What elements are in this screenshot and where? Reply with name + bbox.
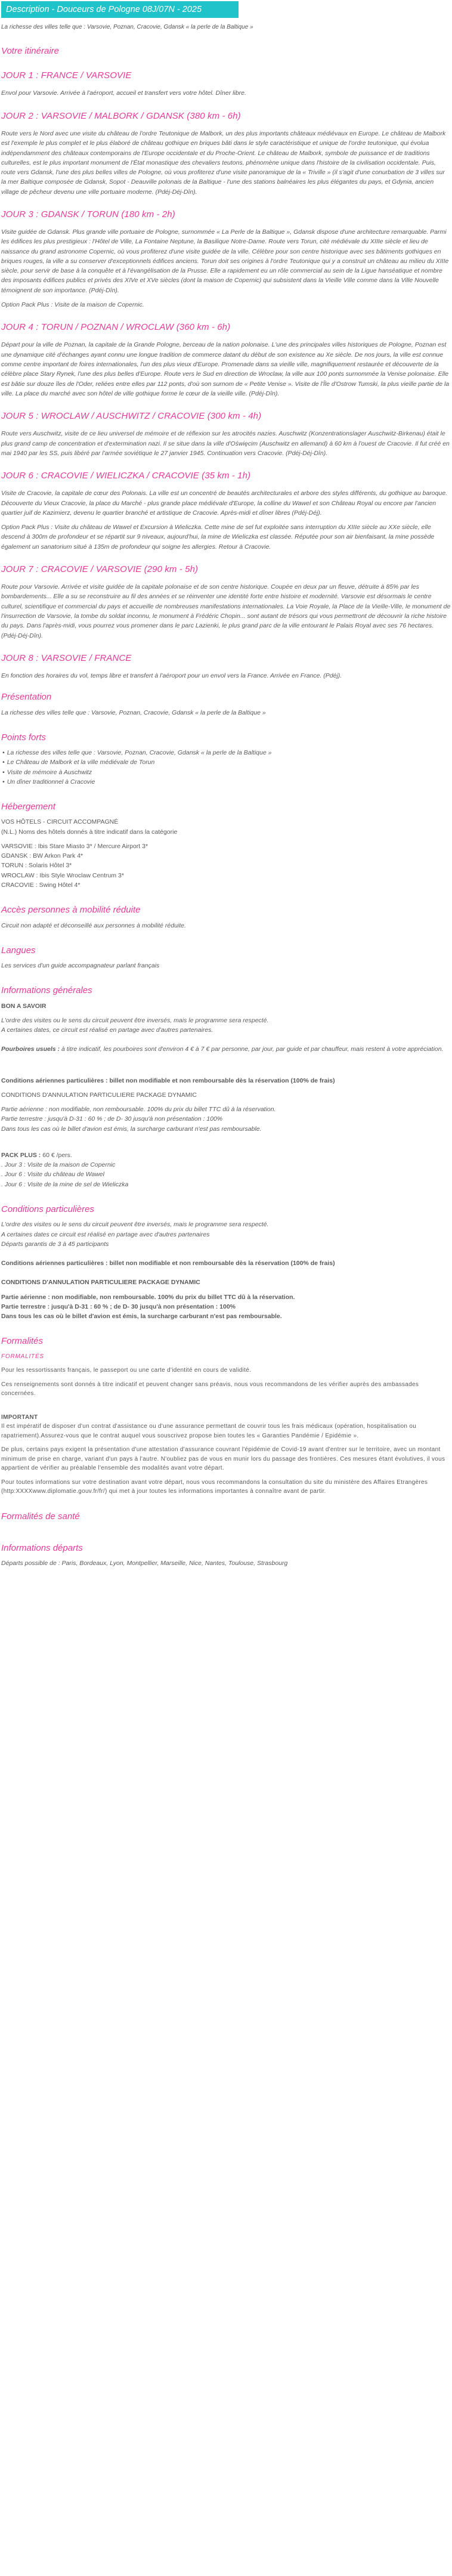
special-condition-line: Départs garantis de 3 à 45 participants	[1, 1240, 109, 1248]
day-text: Route vers Auschwitz, visite de ce lieu universel de mémoire et de réflexion sur les atrocités nazies. Auschwitz (Konzentrationslager Auschwitz-Birkenau) était le plus grand camp de concentration et d'extermination nazi. Il se situe dans la ville d'Oświęcim (Auschwitz en allemand) à 60 km à l'ouest de Cracovie. Il fut créé en mai 1940 par les SS, puis libéré par l'armée soviétique le 27 janvier 1945. Continuation vers Cracovie. (Pdéj-Déj-Dîn).	[1, 430, 450, 457]
special-condition-line: L'ordre des visites ou le sens du circuit peuvent être inversés, mais le programme sera respecté.	[1, 1221, 269, 1229]
accessibility-section	[1, 903, 451, 930]
cancellation-heading: CONDITIONS D'ANNULATION PARTICULIERE PACKAGE DYNAMIC	[1, 1091, 197, 1099]
languages-text: Les services d'un guide accompagnateur parlant français	[1, 962, 160, 970]
day-option: Option Pack Plus : Visite du château de Wawel et Excursion à Wieliczka. Cette mine de sel fut exploitée sans interruption du XIIIe siècle au XXe siècle, elle descend à 300m de profondeur et se répartit sur 9 niveaux, aujourd'hui, la mine de Wieliczka est classée. Réputée pour son air bienfaisant, la mine possède également un sanatorium situé à 135m de profondeur qui soigne les allergies. Retour à Cracovie.	[1, 524, 435, 551]
formalities-text: De plus, certains pays exigent la présentation d'une attestation d'assurance couvrant l'épidémie de Covid-19 avant d'entrer sur le territoire, avec un montant minimum de prise en charge, variant d'un pays à l'autre. N'oubliez pas de vous en munir lors du passage des frontières. Ces mesures étant évolutives, il vous appartient de vérifier au préalable l'ensemble des modalités avant votre départ.	[1, 1446, 445, 1472]
presentation-heading: Présentation	[1, 692, 52, 703]
hotel-list	[1, 842, 451, 890]
tips-label: Pourboires usuels :	[1, 1046, 60, 1053]
day-heading: JOUR 4 : TORUN / POZNAN / WROCLAW (360 km - 6h)	[1, 322, 231, 333]
health-formalities-section	[1, 1510, 451, 1523]
important-label: IMPORTANT	[1, 1414, 38, 1421]
day-6	[1, 469, 451, 552]
formalities-text: Il est impératif de disposer d'un contrat d'assistance ou d'une assurance permettant de couvrir tous les frais médicaux (opération, hospitalisation ou rapatriement).Assurez-vous que le contrat auquel vous souscrivez propose bien toutes les « Garanties Pandémie / Epidémie ».	[1, 1423, 417, 1439]
formalities-text: Ces renseignements sont donnés à titre indicatif et peuvent changer sans préavis, nous vous recommandons de les vérifier auprès des ambassades concernées.	[1, 1381, 419, 1397]
formalities-heading: Formalités	[1, 1336, 44, 1347]
hotel-line: GDANSK : BW Arkon Park 4*	[1, 852, 83, 860]
pack-plus	[1, 1151, 451, 1160]
cancellation-lines	[1, 1292, 451, 1322]
cancellation-line: Partie terrestre : jusqu'à D-31 : 60 % ; de D- 30 jusqu'à non présentation : 100%	[1, 1115, 223, 1123]
presentation-text: La richesse des villes telle que : Varsovie, Poznan, Cracovie, Gdansk « la perle de la Baltique »	[1, 709, 266, 716]
accommodation-top	[1, 817, 451, 837]
highlight-item: • La richesse des villes telle que : Varsovie, Poznan, Cracovie, Gdansk « la perle de la Baltique »	[2, 748, 451, 757]
day-3	[1, 208, 451, 310]
special-conditions-heading: Conditions particulières	[1, 1204, 94, 1214]
cancellation-line: Partie aérienne : non modifiable, non remboursable. 100% du prix du billet TTC dû à la réservation.	[1, 1293, 295, 1301]
day-heading: JOUR 1 : FRANCE / VARSOVIE	[1, 70, 132, 81]
day-text: Visite de Cracovie, la capitale de cœur des Polonais. La ville est un concentré de beautés architecturales et arbore des styles différents, du gothique au baroque. Découverte du Vieux Cracovie, la place du Marché - plus grande place médiévale d'Europe, la colline du Wawel et son Château Royal ou encore par l'ancien quartier juif de Kazimierz, devenu le quartier branché et artistique de Cracovie. Après-midi et dîner libres (Pdéj-Déj).	[1, 490, 448, 517]
day-heading: JOUR 6 : CRACOVIE / WIELICZKA / CRACOVIE (35 km - 1h)	[1, 471, 251, 481]
intro-text: La richesse des villes telle que : Varsovie, Poznan, Cracovie, Gdansk « la perle de la Baltique »	[1, 24, 253, 31]
day-2	[1, 109, 451, 197]
special-conditions-lines	[1, 1220, 451, 1249]
pack-plus-list	[1, 1160, 451, 1189]
departures-heading: Informations départs	[1, 1542, 83, 1553]
highlights-list	[1, 748, 451, 787]
itinerary-heading: Votre itinéraire	[1, 45, 59, 56]
accommodation-line: (N.L.) Noms des hôtels donnés à titre indicatif dans la catégorie	[1, 828, 178, 836]
day-text: En fonction des horaires du vol, temps libre et transfert à l'aéroport pour un envol vers la France. Arrivée en France. (Pdéj).	[1, 672, 342, 680]
presentation-section	[1, 690, 451, 718]
formalities-subheading: FORMALITÉS	[1, 1353, 44, 1360]
hotel-line: WROCLAW : Ibis Style Wroclaw Centrum 3*	[1, 871, 124, 879]
day-option: Option Pack Plus : Visite de la maison de Copernic.	[1, 301, 144, 308]
day-4	[1, 320, 451, 398]
day-text: Visite guidée de Gdansk. Plus grande ville portuaire de Pologne, surnommée « La Perle de la Baltique », Gdansk dispose d'une architecture remarquable. Parmi les édifices les plus prestigieux : l'Hôtel de Ville, La Fontaine Neptune, la Basilique Notre-Dame. Route vers Torun, cité médiévale du XIIIe siècle et lieu de naissance du grand astronome Copernic, où vous profiterez d'une visite guidée de la ville. Célèbre pour son centre historique avec ses bâtiments gothiques en briques rouges, la ville a su conserver d'exceptionnels édifices anciens. Torun doit ses origines à l'ordre Teutonique qui y a construit un château au milieu du XIIIe siècle, pour servir de base à la conquête et à l'évangélisation de la Prusse. Elle a rapidement eu un rôle commercial au sein de la Ligue hanséatique et nombre des imposants édifices publics et privés des XIVe et XVe siècles (dont la maison de Copernic) qui subsistent dans la Vieille Ville comme dans la Ville Nouvelle témoignent de son importance. (Pdéj-Dîn).	[1, 228, 449, 294]
info-text: L'ordre des visites ou le sens du circuit peuvent être inversés, mais le programme sera respecté.	[1, 1016, 269, 1024]
tips-text	[1, 1044, 451, 1054]
day-heading: JOUR 5 : WROCLAW / AUSCHWITZ / CRACOVIE (300 km - 4h)	[1, 411, 262, 422]
page-title: Description - Douceurs de Pologne 08J/07N - 2025	[1, 1, 239, 18]
highlight-item: • Visite de mémoire à Auschwitz	[2, 768, 451, 777]
pack-plus-item: . Jour 6 : Visite du château de Wawel	[1, 1171, 104, 1179]
accessibility-heading: Accès personnes à mobilité réduite	[1, 905, 141, 916]
day-8	[1, 651, 451, 681]
hotel-line: TORUN : Solaris Hôtel 3*	[1, 862, 72, 870]
pack-plus-price: 60 € /pers.	[42, 1151, 72, 1159]
accommodation-line: VOS HÔTELS - CIRCUIT ACCOMPAGNÉ	[1, 818, 119, 826]
day-5	[1, 409, 451, 458]
day-text: Route vers le Nord avec une visite du château de l'ordre Teutonique de Malbork, un des plus importants châteaux médiévaux en Europe. Le château de Malbork est l'exemple le plus complet et le plus élaboré de château gothique en briques bâti dans le style caractéristique et unique de l'ordre teutonique, qui évolua indépendamment des châteaux contemporains de l'Europe occidentale et du Proche-Orient. Le château de Malbork, symbole de puissance et de traditions culturelles, est le plus important monument de l'État monastique des chevaliers teutons, phénomène unique dans l'histoire de la civilisation occidentale. Puis, route vers Gdansk, l'une des plus belles villes de Pologne, où vous profiterez d'une visite panoramique de la « Triville » (il s'agit d'une conurbation de 3 villes sur la mer Baltique composée de Gdansk, Sopot - Deauville polonais de la Baltique - l'une des stations balnéaires les plus élégantes du pays, et Gdynia, ancien village de pêcheur devenu une ville portuaire moderne. (Pdéj-Déj-Dîn).	[1, 129, 446, 196]
cancellation-line: Partie terrestre : jusqu'à D-31 : 60 % ; de D- 30 jusqu'à non présentation : 100%	[1, 1303, 236, 1310]
cancellation-line: Dans tous les cas où le billet d'avion est émis, la surcharge carburant n'est pas remboursable.	[1, 1125, 262, 1133]
accessibility-text: Circuit non adapté et déconseillé aux personnes à mobilité réduite.	[1, 921, 186, 929]
highlights-heading: Points forts	[1, 732, 47, 743]
hotel-line: CRACOVIE : Swing Hôtel 4*	[1, 881, 81, 889]
pack-plus-item: . Jour 3 : Visite de la maison de Copernic	[1, 1161, 116, 1169]
day-text: Route pour Varsovie. Arrivée et visite guidée de la capitale polonaise et de son centre historique. Coupée en deux par un fleuve, détruite à 85% par les bombardements... Elle a su se reconstruire au fil des années et se réinventer une identité forte entre histoire et modernité. Varsovie est désormais le centre culturel, scientifique et commercial du pays et accueille de nombreuses manifestations internationales. La Voie Royale, la Place de la Vieille-Ville, le monument de l'insurrection de Varsovie, la tombe du soldat inconnu, le monument à Frédéric Chopin... sont autant de trésors qui vous permettront de découvrir la riche histoire du pays. Dans l'après-midi, vous pourrez vous promener dans le parc Lazienki, le plus grand parc de la ville entourant le Palais Royal avec ses 76 hectares. (Pdéj-Déj-Dîn).	[1, 583, 451, 639]
highlight-item: • Un dîner traditionnel à Cracovie	[2, 777, 451, 787]
departures-section	[1, 1541, 451, 1569]
formalities-section	[1, 1334, 451, 1496]
day-heading: JOUR 2 : VARSOVIE / MALBORK / GDANSK (380 km - 6h)	[1, 110, 241, 121]
languages-section	[1, 944, 451, 971]
airline-conditions: Conditions aériennes particulières : billet non modifiable et non remboursable dès la réservation (100% de frais)	[1, 1260, 335, 1267]
day-1	[1, 69, 451, 98]
health-formalities-heading: Formalités de santé	[1, 1511, 80, 1522]
cancellation-line: Dans tous les cas où le billet d'avion est émis, la surcharge carburant n'est pas remboursable.	[1, 1313, 282, 1321]
accommodation-section	[1, 800, 451, 890]
pack-plus-label: PACK PLUS :	[1, 1151, 41, 1159]
languages-heading: Langues	[1, 945, 36, 955]
general-info-heading: Informations générales	[1, 985, 92, 996]
good-to-know-label: BON A SAVOIR	[1, 1002, 47, 1010]
day-7	[1, 562, 451, 641]
cancellation-line: Partie aérienne : non modifiable, non remboursable. 100% du prix du billet TTC dû à la réservation.	[1, 1106, 276, 1114]
hotel-line: VARSOVIE : Ibis Stare Miasto 3* / Mercure Airport 3*	[1, 842, 148, 850]
departures-text: Départs possible de : Paris, Bordeaux, Lyon, Montpellier, Marseille, Nice, Nantes, Toulouse, Strasbourg	[1, 1560, 288, 1567]
info-text: A certaines dates, ce circuit est réalisé en partage avec d'autres partenaires.	[1, 1026, 213, 1034]
highlight-item: • Le Château de Malbork et la ville médiévale de Torun	[2, 757, 451, 767]
accommodation-heading: Hébergement	[1, 802, 55, 812]
tips-value: à titre indicatif, les pourboires sont d'environ 4 € à 7 € par personne, par jour, par guide et par chauffeur, mais restent à votre appréciation.	[61, 1046, 444, 1053]
special-condition-line: A certaines dates ce circuit est réalisé en partage avec d'autres partenaires	[1, 1230, 210, 1238]
cancellation-heading: CONDITIONS D'ANNULATION PARTICULIERE PACKAGE DYNAMIC	[1, 1279, 200, 1287]
day-text: Envol pour Varsovie. Arrivée à l'aéroport, accueil et transfert vers votre hôtel. Dîner libre.	[1, 89, 246, 97]
pack-plus-item: . Jour 6 : Visite de la mine de sel de Wieliczka	[1, 1180, 129, 1188]
airline-conditions: Conditions aériennes particulières : billet non modifiable et non remboursable dès la réservation (100% de frais)	[1, 1077, 335, 1084]
special-conditions-section	[1, 1202, 451, 1321]
formalities-text: Pour toutes informations sur votre destination avant votre départ, nous vous recommandons la consultation du site du ministère des Affaires Etrangères (http:XXXXwww.diplomatie.gouv.fr/fr/) qui met à jour toutes les informations importantes à connaître avant de partir.	[1, 1479, 428, 1495]
day-heading: JOUR 7 : CRACOVIE / VARSOVIE (290 km - 5h)	[1, 564, 199, 574]
day-text: Départ pour la ville de Poznan, la capitale de la Grande Pologne, berceau de la nation polonaise. L'une des principales villes historiques de Pologne, Poznan est une dynamique cité d'échanges ayant connu une longue tradition de commerce datant du début de son existence au Xe siècle. De nos jours, la ville est connue comme centre important de foires internationales, l'un des plus vieux d'Europe. Promenade dans sa vieille ville, magnifiquement restaurée et découverte de la célèbre place Stary Rynek, l'une des plus belles d'Europe. Route vers le Sud en direction de Wroclaw, la ville aux 100 ponts surnommée la Venise polonaise. Elle est bâtie sur douze îles de l'Oder, reliées entre elles par 112 ponts, d'où son surnom de « Petite Venise ». Visite de l'Île d'Ostrow Tumski, la plus vieille partie de la ville. La place du marché avec son hôtel de ville gothique forme le cœur de la vieille ville. (Pdéj-Dîn).	[1, 341, 450, 397]
day-heading: JOUR 3 : GDANSK / TORUN (180 km - 2h)	[1, 209, 175, 219]
formalities-text: Pour les ressortissants français, le passeport ou une carte d'identité en cours de validité.	[1, 1367, 252, 1374]
general-info-section	[1, 984, 451, 1189]
highlights-section	[1, 731, 451, 787]
day-heading: JOUR 8 : VARSOVIE / FRANCE	[1, 652, 132, 663]
cancellation-lines	[1, 1105, 451, 1134]
